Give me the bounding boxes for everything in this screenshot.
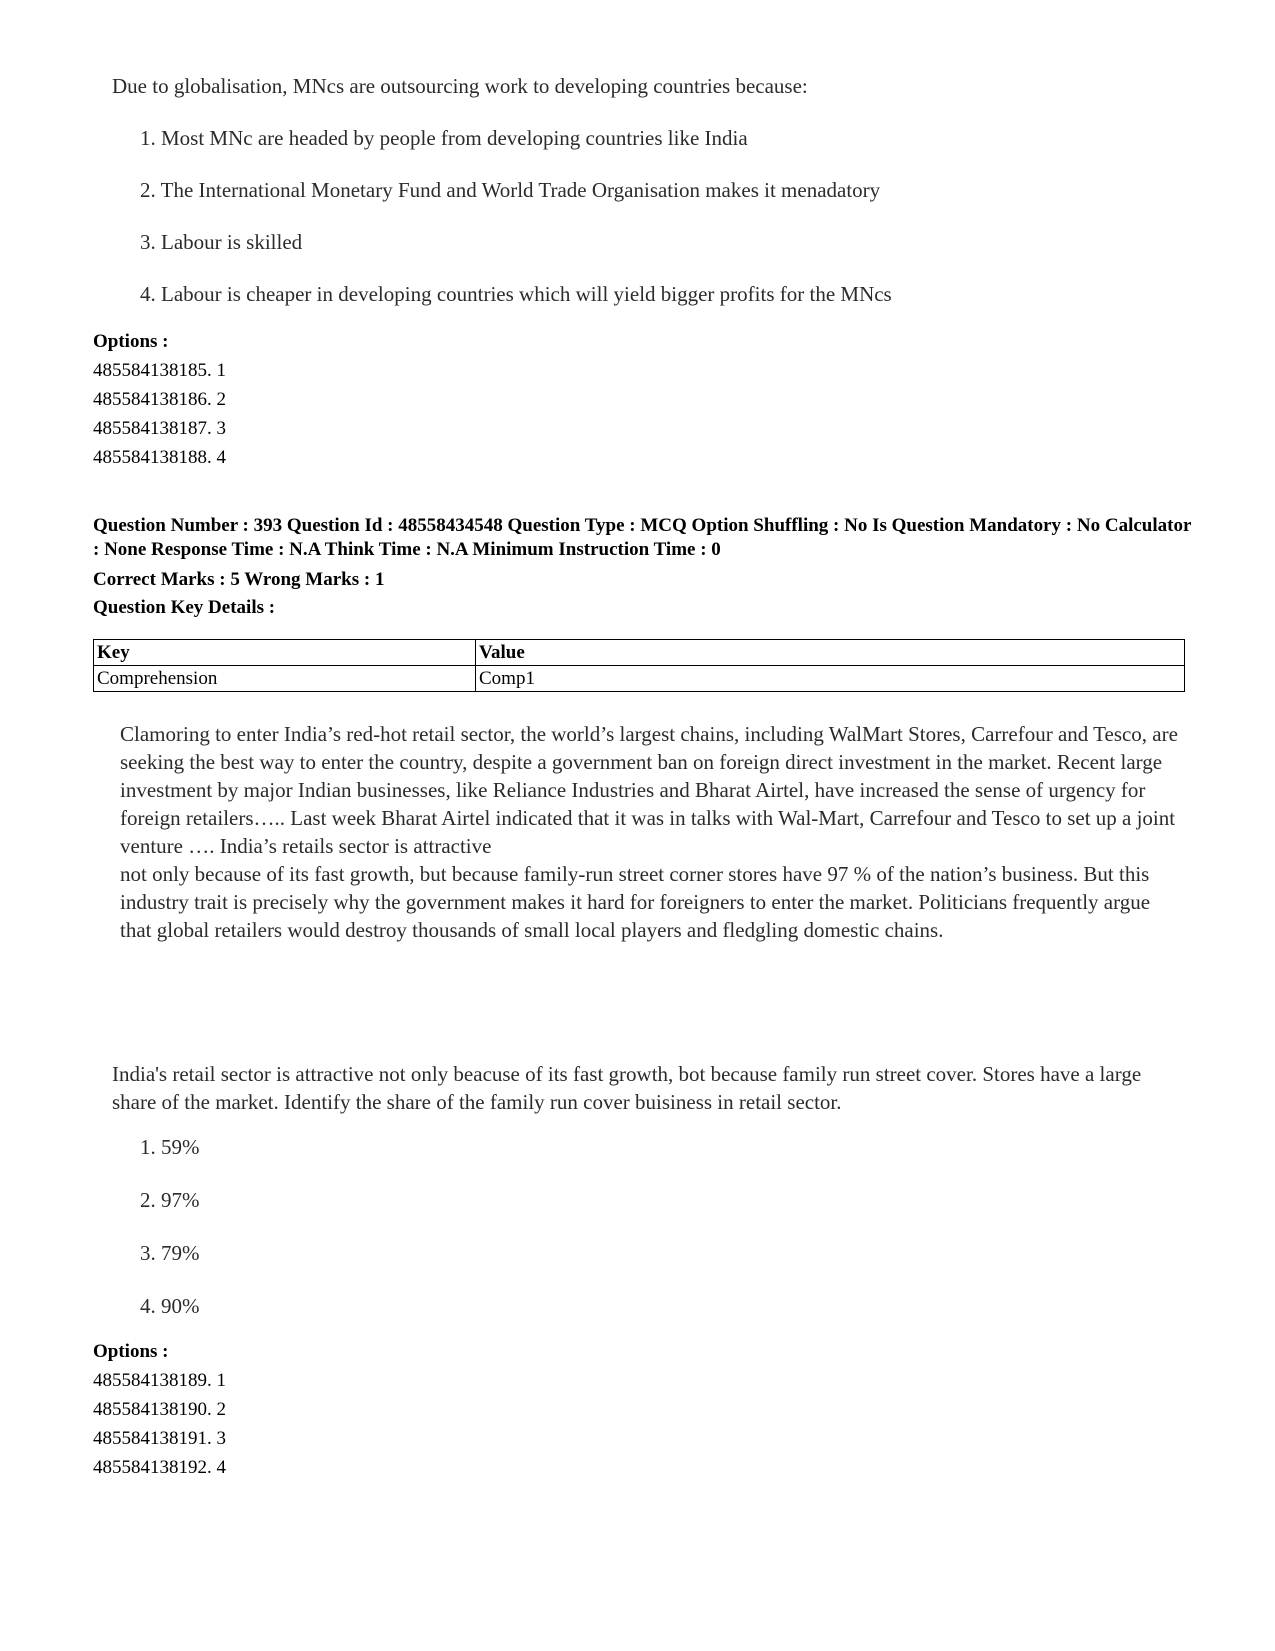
q1-option-2: 485584138186. 2 bbox=[93, 389, 226, 410]
q1-option-1: 485584138185. 1 bbox=[93, 360, 226, 381]
q2-option-4: 485584138192. 4 bbox=[93, 1457, 226, 1478]
key-details-table bbox=[93, 639, 1185, 692]
q2-marks: Correct Marks : 5 Wrong Marks : 1 bbox=[93, 569, 385, 590]
table-cell-key: Comprehension bbox=[94, 666, 476, 692]
table-row bbox=[94, 666, 1185, 692]
q1-choice-1: 1. Most MNc are headed by people from developing countries like India bbox=[140, 126, 748, 150]
q1-options-label: Options : bbox=[93, 331, 169, 352]
q2-meta: Question Number : 393 Question Id : 48558434548 Question Type : MCQ Option Shuffling : No Is Question Mandatory : No Calculator : None Response Time : N.A Think Time : N.A Minimum Instruction Time : 0 bbox=[93, 515, 1192, 560]
q2-choice-4: 4. 90% bbox=[140, 1294, 200, 1318]
table-header-key: Key bbox=[94, 640, 476, 666]
q1-choice-4: 4. Labour is cheaper in developing countries which will yield bigger profits for the MNcs bbox=[140, 282, 892, 306]
table-header-value: Value bbox=[476, 640, 1185, 666]
passage-paragraph-2: not only because of its fast growth, but because family-run street corner stores have 97 % of the nation’s business. But this industry trait is precisely why the government makes it hard for foreigners to enter the market. Politicians frequently argue that global retailers would destroy thousands of small local players and fledgling domestic chains. bbox=[120, 862, 1151, 942]
q2-choice-3: 3. 79% bbox=[140, 1241, 200, 1265]
q2-choice-2: 2. 97% bbox=[140, 1188, 200, 1212]
q1-option-4: 485584138188. 4 bbox=[93, 447, 226, 468]
q2-stem: India's retail sector is attractive not only beacuse of its fast growth, bot because family run street cover. Stores have a large share of the market. Identify the share of the family run cover buisiness in retail sector. bbox=[112, 1062, 1142, 1114]
q2-option-3: 485584138191. 3 bbox=[93, 1428, 226, 1449]
q2-option-2: 485584138190. 2 bbox=[93, 1399, 226, 1420]
q2-key-details-label: Question Key Details : bbox=[93, 597, 276, 618]
q2-option-1: 485584138189. 1 bbox=[93, 1370, 226, 1391]
q1-choice-3: 3. Labour is skilled bbox=[140, 230, 303, 254]
table-header-row bbox=[94, 640, 1185, 666]
q2-options-list bbox=[93, 1366, 226, 1482]
q2-options-label: Options : bbox=[93, 1341, 169, 1362]
q1-options-list bbox=[93, 356, 226, 472]
q1-choice-2: 2. The International Monetary Fund and World Trade Organisation makes it menadatory bbox=[140, 178, 881, 202]
passage-paragraph-1: Clamoring to enter India’s red-hot retail sector, the world’s largest chains, including WalMart Stores, Carrefour and Tesco, are seeking the best way to enter the country, despite a government ban on foreign direct investment in the market. Recent large investment by major Indian businesses, like Reliance Industries and Bharat Airtel, have increased the sense of urgency for foreign retailers….. Last week Bharat Airtel indicated that it was in talks with Wal-Mart, Carrefour and Tesco to set up a joint venture …. India’s retails sector is attractive bbox=[120, 722, 1178, 858]
table-cell-value: Comp1 bbox=[476, 666, 1185, 692]
q1-option-3: 485584138187. 3 bbox=[93, 418, 226, 439]
q1-stem: Due to globalisation, MNcs are outsourcing work to developing countries because: bbox=[112, 74, 808, 98]
comprehension-passage bbox=[120, 720, 1180, 944]
q2-choice-1: 1. 59% bbox=[140, 1135, 200, 1159]
